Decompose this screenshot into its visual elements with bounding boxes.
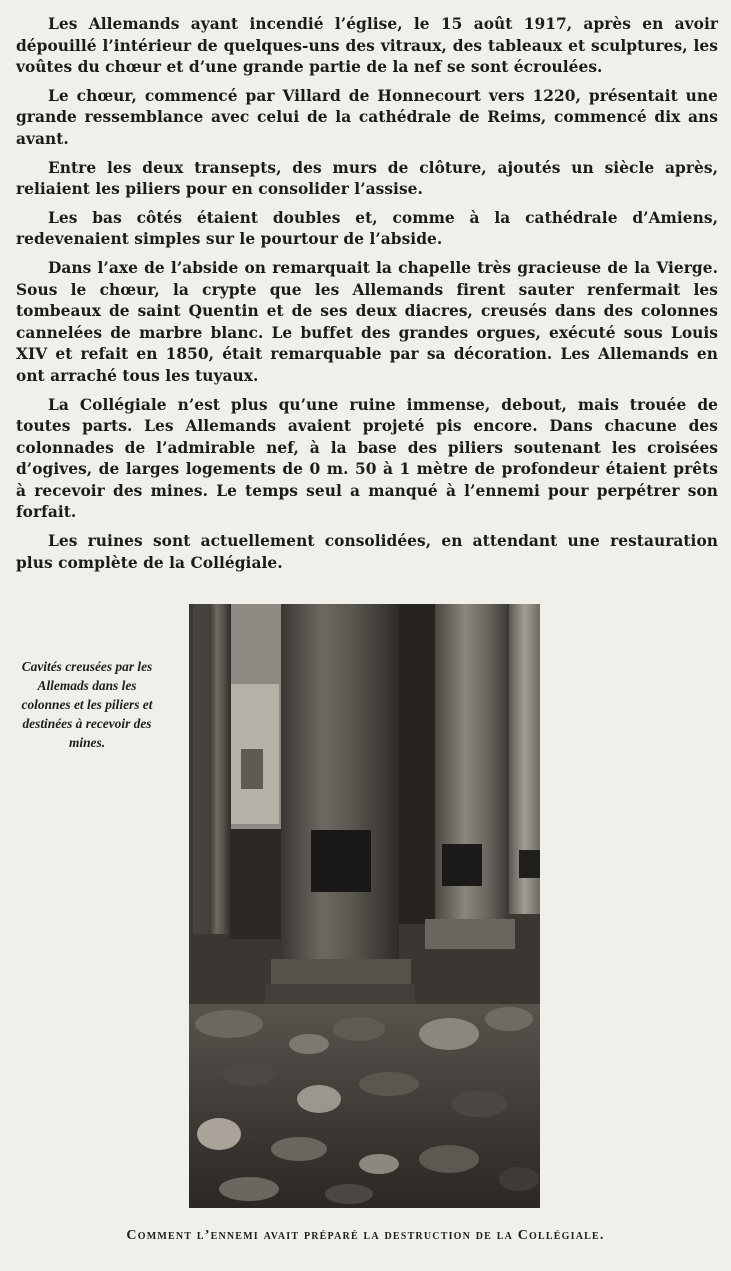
paragraph: Les bas côtés étaient doubles et, comme à la cathédrale d’Amiens, redevenaient simples sur le pourtour de l’abside. <box>16 208 718 249</box>
paragraph: Le chœur, commencé par Villard de Honnecourt vers 1220, présentait une grande ressemblance avec celui de la cathédrale de Reims, commencé dix ans avant. <box>16 86 718 148</box>
paragraph: Les Allemands ayant incendié l’église, le 15 août 1917, après en avoir dépouillé l’intérieur de quelques-uns des vitraux, des tableaux et sculptures, les voûtes du chœur et d’une grande partie de la nef se sont écroulées. <box>16 15 718 77</box>
paragraph: La Collégiale n’est plus qu’une ruine immense, debout, mais trouée de toutes parts. Les Allemands avaient projeté pis encore. Dans chacune des colonnades de l’admirable nef, à la base des piliers soutenant les croisées d’ogives, de larges logements de 0 m. 50 à 1 mètre de profondeur étaient prêts à recevoir des mines. Le temps seul a manqué à l’ennemi pour perpétrer son forfait. <box>16 395 718 522</box>
photo-side-caption: Cavités creusées par les Allemads dans les colonnes et les piliers et destinées à recevoir des mines. <box>21 659 153 750</box>
photo-bottom-caption: Comment l’ennemi avait préparé la destruction de la Collégiale. <box>126 1228 605 1243</box>
paragraph: Les ruines sont actuellement consolidées, en attendant une restauration plus complète de la Collégiale. <box>16 532 718 572</box>
paragraph: Entre les deux transepts, des murs de clôture, ajoutés un siècle après, reliaient les piliers pour en consolider l’assise. <box>16 158 718 199</box>
article-text <box>16 14 718 581</box>
paragraph: Dans l’axe de l’abside on remarquait la chapelle très gracieuse de la Vierge. Sous le chœur, la crypte que les Allemands firent sauter renfermait les tombeaux de saint Quentin et de ses deux diacres, creusés dans des colonnes cannelées de marbre blanc. Le buffet des grandes orgues, exécuté sous Louis XIV et refait en 1850, était remarquable par sa décoration. Les Allemands en ont arraché tous les tuyaux. <box>16 258 718 385</box>
photo-ruined-columns <box>189 604 540 1208</box>
